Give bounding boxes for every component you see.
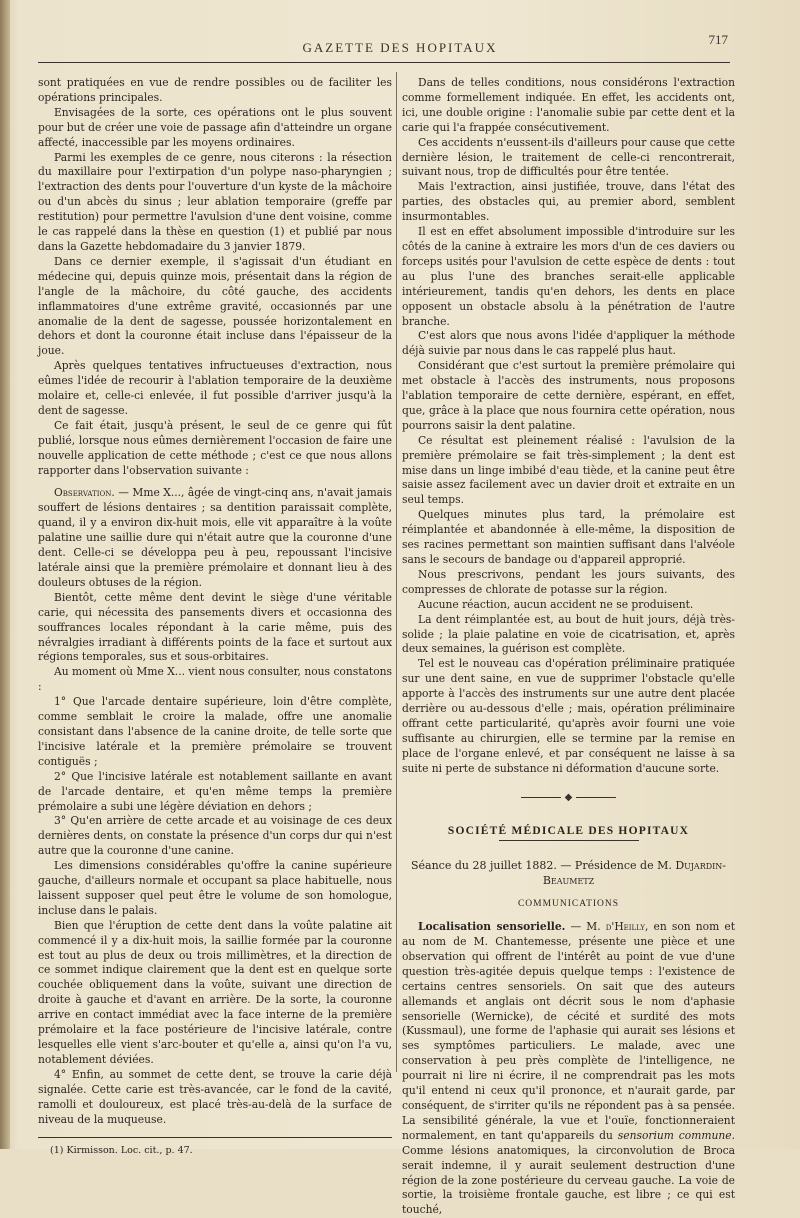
communication-text: en son nom et au nom de M. Chantemesse, présente une pièce et une observation qui offrent de l'intérêt au point de vue d'une question très-agitée depuis quelque temps : l'existence de certains centres sensoriels. On sait que des auteurs allemands et anglais ont décrit sous le nom d'aphasie sensorielle (Wernicke), de cécité et surdité des mots (Kussmaul), une forme de l'aphasie qui aurait ses lésions et ses symptômes particuliers. Le malade, avec une conservation à peu près complète de l'intelligence, ne pourrait ni lire ni écrire, il ne comprendrait pas les mots qu'il entend ni ceux qu'il prononce, et n'aurait garde, par conséquent, de s'irriter qu'ils ne répondent pas à sa pensée. La sensibilité générale, la vue et l'ouïe, fonctionneraient normalement, en tant qu'appareils du bbox=[402, 920, 735, 1142]
paragraph: Ce résultat est pleinement réalisé : l'avulsion de la première prémolaire se fait très-simplement ; la dent est mise dans un linge imbibé d'eau tiède, et la canine peut être saisie assez facilement avec un davier droit et extraite en un seul temps. bbox=[402, 433, 735, 507]
section-ornament bbox=[402, 791, 735, 806]
paragraph: Considérant que c'est surtout la première prémolaire qui met obstacle à l'accès des instruments, nous proposons l'ablation temporaire de cette dernière, espérant, en effet, que, grâce à la place que nous fournira cette opération, nous pourrons saisir la dent palatine. bbox=[402, 359, 735, 432]
communication-author: — M. d'Heilly, bbox=[565, 920, 649, 934]
paragraph: Envisagées de la sorte, ces opérations ont le plus souvent pour but de créer une voie de passage afin d'atteindre un organe affecté, inaccessible par les moyens ordinaires. bbox=[38, 105, 392, 149]
paragraph: Mais l'extraction, ainsi justifiée, trouve, dans l'état des parties, des obstacles qui, au premier abord, semblent insurmontables. bbox=[402, 180, 735, 224]
paragraph: Dans de telles conditions, nous considérons l'extraction comme formellement indiquée. En effet, les accidents ont, ici, une double origine : l'anomalie subie par cette dent et la carie qui l'a frappée consécutivement. bbox=[402, 76, 735, 134]
header-rule bbox=[38, 62, 730, 63]
paragraph: La dent réimplantée est, au bout de huit jours, déjà très-solide ; la plaie palatine en voie de cicatrisation, et, après deux semaines, la guérison est complète. bbox=[402, 612, 735, 656]
paragraph: 1° Que l'arcade dentaire supérieure, loin d'être complète, comme semblait le croire la malade, offre une anomalie consistant dans l'absence de la canine droite, de telle sorte que l'incisive latérale et la première prémolaire se trouvent contiguës ; bbox=[38, 695, 392, 768]
footnote: (1) Kirmisson. Loc. cit., p. 47. bbox=[50, 1145, 193, 1157]
paragraph: 3° Qu'en arrière de cette arcade et au voisinage de ces deux dernières dents, on constate la présence d'un corps dur qui n'est autre que la couronne d'une canine. bbox=[38, 814, 392, 858]
paragraph: Bien que l'éruption de cette dent dans la voûte palatine ait commencé il y a dix-huit mois, la saillie formée par la couronne est tout au plus de deux ou trois millimètres, et la direction de ce sommet indique clairement que la dent est en quelque sorte couchée obliquement dans la voûte, suivant une direction de droite à gauche et d'avant en arrière. De la sorte, la couronne arrive en contact immédiat avec la face interne de la première prémolaire et la face postérieure de l'incisive latérale, contre lesquelles elle vient s'arc-bouter et qu'elle a, ainsi qu'on l'a vu, notablement déviées. bbox=[38, 918, 392, 1066]
section-title-text: SOCIÉTÉ MÉDICALE DES HOPITAUX bbox=[447, 824, 690, 837]
communication-paragraph bbox=[402, 920, 735, 1218]
paragraph: Quelques minutes plus tard, la prémolaire est réimplantée et abandonnée à elle-même, la disposition de ses racines permettant son maintien suffisant dans l'alvéole sans le secours de bandage ou d'appareil approprié. bbox=[402, 508, 735, 566]
section-title bbox=[402, 824, 735, 842]
paragraph: Ces accidents n'eussent-ils d'ailleurs pour cause que cette dernière lésion, le traitement de celle-ci rencontrerait, suivant nous, trop de difficultés pour être tentée. bbox=[402, 135, 735, 179]
footnote-rule bbox=[38, 1137, 392, 1138]
communication-lead: Localisation sensorielle. bbox=[418, 920, 566, 934]
ornament-line-right bbox=[576, 797, 616, 798]
observation-label: Observation. bbox=[54, 486, 115, 500]
paragraph: Au moment où Mme X... vient nous consulter, nous constatons : bbox=[38, 665, 392, 694]
page-number: 717 bbox=[708, 32, 728, 47]
observation-paragraph bbox=[38, 486, 392, 590]
column-divider bbox=[396, 72, 397, 1072]
seance-prefix: Séance du 28 juillet 1882. — Présidence de M. bbox=[410, 859, 676, 873]
running-head: GAZETTE DES HOPITAUX bbox=[302, 40, 498, 55]
paragraph: Il est en effet absolument impossible d'introduire sur les côtés de la canine à extraire les mors d'un de ces daviers ou forceps usités pour l'avulsion de cette espèce de dents : tout au plus l'une des branches serait-elle applicable intérieurement, tandis qu'en dehors, les dents en place opposent un obstacle absolu à la pénétration de l'autre branche. bbox=[402, 225, 735, 328]
paragraph: C'est alors que nous avons l'idée d'appliquer la méthode déjà suivie par nous dans le cas rappelé plus haut. bbox=[402, 329, 735, 358]
paragraph: 4° Enfin, au sommet de cette dent, se trouve la carie déjà signalée. Cette carie est très-avancée, car le fond de la cavité, ramolli et douloureux, est placé très-au-delà de la surface de niveau de la muqueuse. bbox=[38, 1067, 392, 1126]
paragraph: Aucune réaction, aucun accident ne se produisent. bbox=[418, 597, 694, 611]
book-spine-shadow bbox=[0, 0, 10, 1149]
paragraph: sont pratiquées en vue de rendre possibles ou de faciliter les opérations principales. bbox=[38, 76, 392, 104]
right-column bbox=[402, 76, 735, 1218]
observation-text: — Mme X..., âgée de vingt-cinq ans, n'avait jamais souffert de lésions dentaires ; sa dentition paraissait complète, quand, il y a environ dix-huit mois, elle vit apparaître à la voûte palatine une saillie dure qui n'était autre que la couronne d'une dent. Celle-ci se développa peu à peu, repoussant l'incisive latérale ainsi que la première prémolaire et donnant lieu à des douleurs obtuses de la région. bbox=[38, 486, 392, 589]
seance-president: Dujardin-Beaumetz bbox=[542, 859, 727, 888]
communication-italic-term: sensorium commune bbox=[617, 1128, 732, 1142]
paragraph: Nous prescrivons, pendant les jours suivants, des compresses de chlorate de potasse sur la région. bbox=[402, 567, 735, 596]
paragraph: Ce fait était, jusqu'à présent, le seul de ce genre qui fût publié, lorsque nous eûmes dernièrement l'occasion de faire une nouvelle application de cette méthode ; c'est ce que nous allons rapporter dans l'observation suivante : bbox=[38, 418, 392, 477]
paragraph: Tel est le nouveau cas d'opération préliminaire pratiquée sur une dent saine, en vue de supprimer l'obstacle qu'elle apporte à l'accès des instruments sur une autre dent placée derrière ou au-dessous d'elle ; mais, opération préliminaire offrant cette particularité, qu'après avoir fourni une voie suffisante au chirurgien, elle se termine par la remise en place de l'organe enlevé, et par conséquent ne laisse à sa suite ni perte de substance ni déformation d'aucune sorte. bbox=[402, 657, 735, 775]
paragraph: 2° Que l'incisive latérale est notablement saillante en avant de l'arcade dentaire, et qu'en même temps la première prémolaire a subi une légère déviation en dehors ; bbox=[38, 769, 392, 813]
left-column bbox=[38, 76, 392, 1157]
paragraph: Après quelques tentatives infructueuses d'extraction, nous eûmes l'idée de recourir à l'ablation temporaire de la deuxième molaire et, celle-ci enlevée, il fut possible d'arriver jusqu'à la dent de sagesse. bbox=[38, 359, 392, 417]
seance-line bbox=[402, 859, 735, 889]
paragraph: Dans ce dernier exemple, il s'agissait d'un étudiant en médecine qui, depuis quinze mois, présentait dans la région de l'angle de la mâchoire, du côté gauche, des accidents inflammatoires d'une extrême gravité, occasionnés par une anomalie de la dent de sagesse, poussée horizontalement en dehors et dont la couronne était incluse dans l'épaisseur de la joue. bbox=[38, 254, 392, 358]
communications-title: COMMUNICATIONS bbox=[517, 899, 620, 910]
paragraph: Parmi les exemples de ce genre, nous citerons : la résection du maxillaire pour l'extirpation d'un polype naso-pharyngien ; l'extraction des dents pour l'ouverture d'un kyste de la mâchoire ou d'un abcès du sinus ; leur ablation temporaire (greffe par restitution) pour permettre l'avulsion d'une dent voisine, comme le cas rappelé dans la thèse en question (1) et publié par nous dans la Gazette hebdomadaire du 3 janvier 1879. bbox=[38, 150, 392, 253]
ornament-line-left bbox=[521, 797, 561, 798]
paragraph: Bientôt, cette même dent devint le siège d'une véritable carie, qui nécessita des pansements divers et occasionna des souffrances locales répondant à la carie même, puis des névralgies irradiant à différents points de la face et surtout aux régions temporales, sus et sous-orbitaires. bbox=[38, 590, 392, 664]
communication-text-end: . Comme lésions anatomiques, la circonvolution de Broca serait indemne, il y aurait seulement destruction d'une région de la zone postérieure du cerveau gauche. La voie de sortie, la troisième frontale gauche, est libre ; ce qui est touché, bbox=[402, 1128, 735, 1217]
ornament-diamond-icon: ◆ bbox=[564, 791, 573, 803]
section-title-rule bbox=[499, 840, 639, 841]
paragraph: Les dimensions considérables qu'offre la canine supérieure gauche, d'ailleurs normale et occupant sa place habituelle, nous laissent supposer quel peut être le volume de son homologue, incluse dans le palais. bbox=[38, 859, 392, 917]
